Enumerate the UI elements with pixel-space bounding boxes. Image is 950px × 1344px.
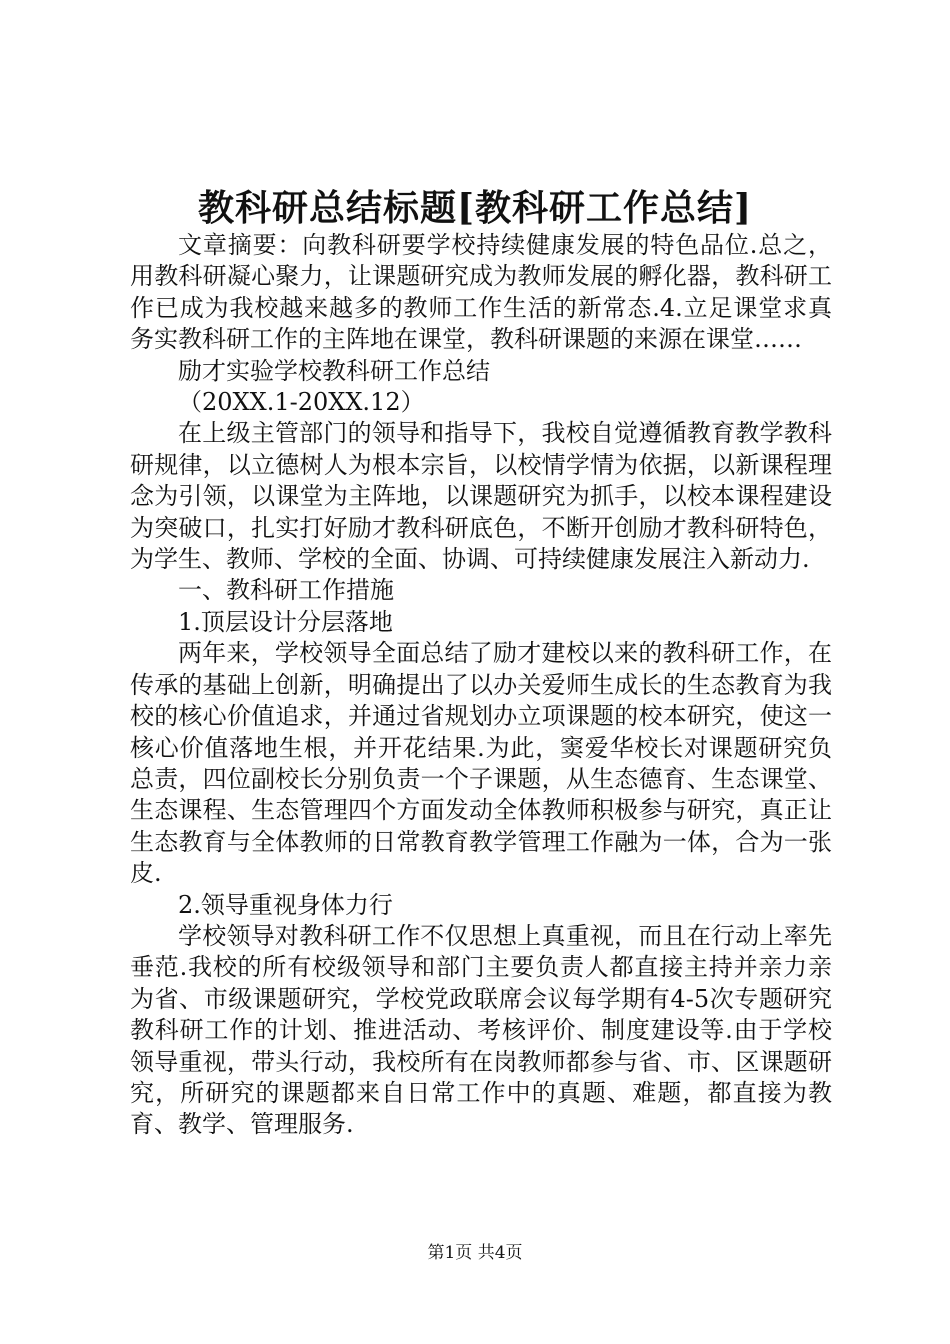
document-body bbox=[130, 230, 832, 1141]
document-title: 教科研总结标题[教科研工作总结] bbox=[197, 187, 753, 229]
subheading-1: 1.顶层设计分层落地 bbox=[178, 607, 393, 636]
date-range-line: （20XX.1-20XX.12） bbox=[178, 388, 425, 417]
body-paragraph: 在上级主管部门的领导和指导下，我校自觉遵循教育教学教科研规律，以立德树人为根本宗旨，以校情学情为依据，以新课程理念为引领，以课堂为主阵地，以课题研究为抓手，以校本课程建设为突破口，扎实打好励才教科研底色，不断开创励才教科研特色，为学生、教师、学校的全面、协调、可持续健康发展注入新动力. bbox=[130, 419, 832, 574]
body-paragraph: 两年来，学校领导全面总结了励才建校以来的教科研工作，在传承的基础上创新，明确提出了以办关爱师生成长的生态教育为我校的核心价值追求，并通过省规划办立项课题的校本研究，使这一核心价值落地生根，并开花结果.为此，窦爱华校长对课题研究负总责，四位副校长分别负责一个子课题，从生态德育、生态课堂、生态课程、生态管理四个方面发动全体教师积极参与研究，真正让生态教育与全体教师的日常教育教学管理工作融为一体，合为一张皮. bbox=[130, 639, 832, 888]
page-footer: 第1页 共4页 bbox=[427, 1243, 523, 1263]
body-paragraph: 学校领导对教科研工作不仅思想上真重视，而且在行动上率先垂范.我校的所有校级领导和部门主要负责人都直接主持并亲力亲为省、市级课题研究，学校党政联席会议每学期有4-5次专题研究教科研工作的计划、推进活动、考核评价、制度建设等.由于学校领导重视，带头行动，我校所有在岗教师都参与省、市、区课题研究，所研究的课题都来自日常工作中的真题、难题，都直接为教育、教学、管理服务. bbox=[130, 921, 832, 1139]
section-heading-measures: 一、教科研工作措施 bbox=[178, 576, 394, 605]
subheading-2: 2.领导重视身体力行 bbox=[178, 890, 393, 919]
abstract-paragraph: 文章摘要：向教科研要学校持续健康发展的特色品位.总之，用教科研凝心聚力，让课题研究成为教师发展的孵化器，教科研工作已成为我校越来越多的教师工作生活的新常态.4.立足课堂求真务实教科研工作的主阵地在课堂，教科研课题的来源在课堂…… bbox=[130, 231, 832, 354]
section-heading-school: 励才实验学校教科研工作总结 bbox=[178, 356, 490, 385]
